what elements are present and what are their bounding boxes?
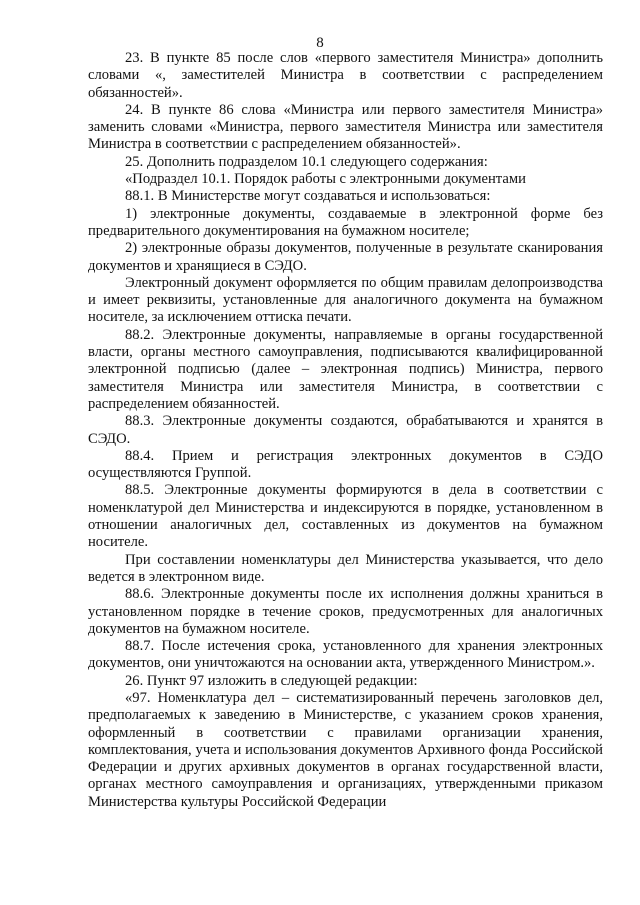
list-item-2: 2) электронные образы документов, полученные в результате сканирования документов и хранящиеся в СЭДО. xyxy=(88,240,603,274)
paragraph-88-1: 88.1. В Министерстве могут создаваться и использоваться: xyxy=(125,188,491,205)
list-item-1: 1) электронные документы, создаваемые в электронной форме без предварительного документирования на бумажном носителе; xyxy=(88,205,603,239)
paragraph-88-7: 88.7. После истечения срока, установленного для хранения электронных документов, они уничтожаются на основании акта, утвержденного Министром.». xyxy=(88,638,603,672)
paragraph-24: 24. В пункте 86 слова «Министра или первого заместителя Министра» заменить словами «Министра, первого заместителя Министра или заместителя Министра в соответствии с распределением обязанностей». xyxy=(88,101,603,153)
paragraph-88-2: 88.2. Электронные документы, направляемые в органы государственной власти, органы местного самоуправления, подписываются квалифицированной электронной подписью (далее – электронная подпись) Министра, первого заместителя Министра или заместителя Министра, в соответствии с распределением обязанностей. xyxy=(88,326,603,412)
paragraph-nomenclature-note: При составлении номенклатуры дел Министерства указывается, что дело ведется в электронном виде. xyxy=(88,551,603,585)
paragraph-23: 23. В пункте 85 после слов «первого заместителя Министра» дополнить словами «, заместителей Министра в соответствии с распределением обязанностей». xyxy=(88,50,603,101)
paragraph-25: 25. Дополнить подразделом 10.1 следующего содержания: xyxy=(125,153,488,170)
document-body xyxy=(88,50,603,811)
paragraph-97: «97. Номенклатура дел – систематизированный перечень заголовков дел, предполагаемых к заведению в Министерстве, с указанием сроков хранения, оформленный в соответствии с правилами организации хранения, комплектования, учета и использования документов Архивного фонда Российской Федерации и других архивных документов в органах государственной власти, органах местного самоуправления и организациях, утвержденными приказом Министерства культуры Российской Федерации xyxy=(88,689,603,810)
paragraph-88-6: 88.6. Электронные документы после их исполнения должны храниться в установленном порядке в течение сроков, предусмотренных для аналогичных документов на бумажном носителе. xyxy=(88,586,603,637)
page-number: 8 xyxy=(316,35,324,51)
subsection-heading: «Подраздел 10.1. Порядок работы с электронными документами xyxy=(125,171,526,188)
paragraph-26: 26. Пункт 97 изложить в следующей редакции: xyxy=(125,672,418,689)
paragraph-88-5: 88.5. Электронные документы формируются в дела в соответствии с номенклатурой дел Министерства и индексируются в порядке, установленном в отношении аналогичных дел, составленных из документов на бумажном носителе. xyxy=(88,482,603,551)
paragraph-88-4: 88.4. Прием и регистрация электронных документов в СЭДО осуществляются Группой. xyxy=(88,447,603,482)
paragraph-electronic-document: Электронный документ оформляется по общим правилам делопроизводства и имеет реквизиты, установленные для аналогичного документа на бумажном носителе, за исключением оттиска печати. xyxy=(88,274,603,326)
paragraph-88-3: 88.3. Электронные документы создаются, обрабатываются и хранятся в СЭДО. xyxy=(88,413,603,447)
